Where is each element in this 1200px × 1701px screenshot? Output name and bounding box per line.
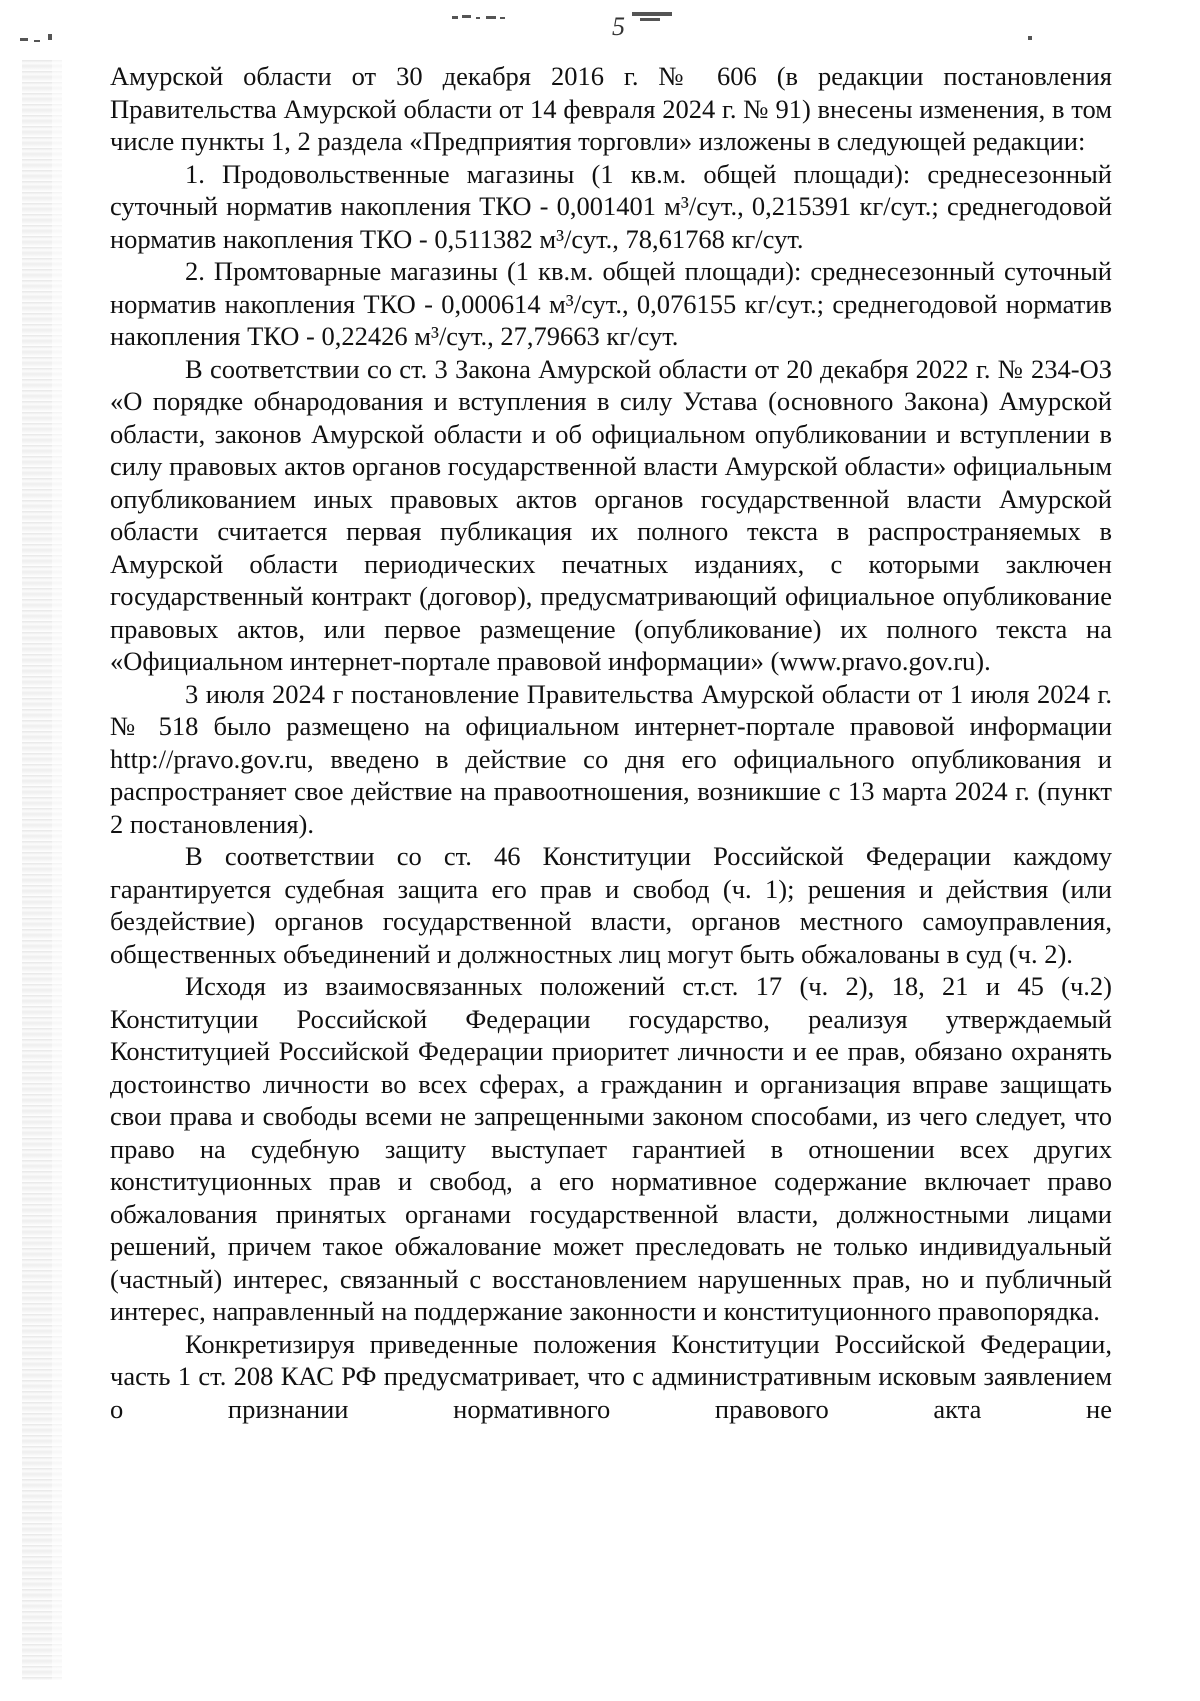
paragraph-publication-date: 3 июля 2024 г постановление Правительства Амурской области от 1 июля 2024 г. № 518 было размещено на официальном интернет-портале правовой информации http://pravo.gov.ru, введено в действие со дня его официального опубликования и распространяет свое действие на правоотношения, возникшие с 13 марта 2024 г. (пункт 2 постановления). [110, 678, 1112, 839]
document-body [110, 60, 1112, 1425]
paragraph-kas-art208: Конкретизируя приведенные положения Конституции Российской Федерации, часть 1 ст. 208 КАС РФ предусматривает, что с административным исковым заявлением о признании нормативного правового акта не [110, 1328, 1112, 1424]
paragraph-nonfood-stores-norm: 2. Промтоварные магазины (1 кв.м. общей площади): среднесезонный суточный норматив накопления ТКО - 0,000614 м³/сут., 0,076155 кг/сут.; среднегодовой норматив накопления ТКО - 0,22426 м³/сут., 27,79663 кг/сут. [110, 256, 1112, 351]
scan-binding-edge [22, 60, 52, 1680]
paragraph-constitution-art46: В соответствии со ст. 46 Конституции Российской Федерации каждому гарантируется судебная защита его прав и свобод (ч. 1); решения и действия (или бездействие) органов государственной власти, органов местного самоуправления, общественных объединений и должностных лиц могут быть обжалованы в суд (ч. 2). [110, 841, 1112, 969]
paragraph-constitution-rights: Исходя из взаимосвязанных положений ст.ст. 17 (ч. 2), 18, 21 и 45 (ч.2) Конституции Российской Федерации государство, реализуя утверждаемый Конституцией Российской Федерации приоритет личности и ее прав, обязано охранять достоинство личности во всех сферах, а гражданин и организация вправе защищать свои права и свободы всеми не запрещенными законом способами, из чего следует, что право на судебную защиту выступает гарантией в отношении всех других конституционных прав и свобод, а его нормативное содержание включает право обжалования принятых органами государственной власти, должностными лицами решений, причем такое обжалование может преследовать не только индивидуальный (частный) интерес, связанный с восстановлением нарушенных прав, но и публичный интерес, направленный на поддержание законности и конституционного правопорядка. [110, 971, 1112, 1326]
paragraph-food-stores-norm: 1. Продовольственные магазины (1 кв.м. общей площади): среднесезонный суточный норматив накопления ТКО - 0,001401 м³/сут., 0,215391 кг/сут.; среднегодовой норматив накопления ТКО - 0,511382 м³/сут., 78,61768 кг/сут. [110, 158, 1112, 254]
paragraph-order-amendment: Амурской области от 30 декабря 2016 г. № 606 (в редакции постановления Правительства Амурской области от 14 февраля 2024 г. № 91) внесены изменения, в том числе пункты 1, 2 раздела «Предприятия торговли» изложены в следующей редакции: [110, 61, 1112, 156]
paragraph-publication-law: В соответствии со ст. 3 Закона Амурской области от 20 декабря 2022 г. № 234-ОЗ «О порядке обнародования и вступления в силу Устава (основного Закона) Амурской области, законов Амурской области и об официальном опубликовании и вступлении в силу правовых актов органов государственной власти Амурской области» официальным опубликованием иных правовых актов органов государственной власти Амурской области считается первая публикация их полного текста в распространяемых в Амурской области периодических печатных изданиях, с которыми заключен государственный контракт (договор), предусматривающий официальное опубликование правовых актов, или первое размещение (опубликование) их полного текста на «Официальном интернет-портале правовой информации» (www.pravo.gov.ru). [110, 353, 1112, 676]
page-number-mark: 5 [612, 12, 625, 41]
scan-binding-shadow [52, 60, 62, 1680]
scan-artifacts [0, 0, 1200, 60]
